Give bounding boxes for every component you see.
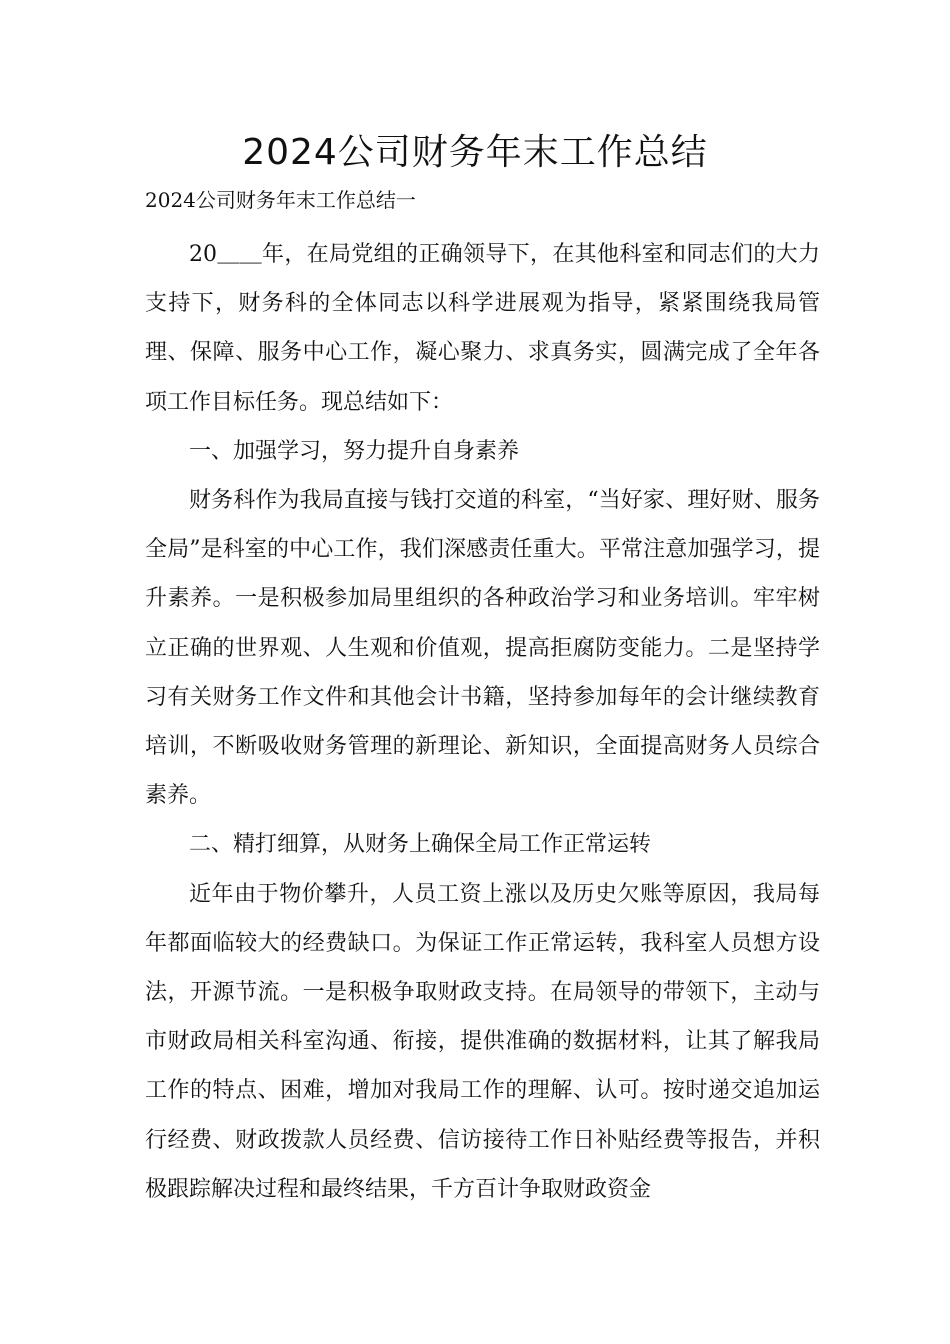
section-2-paragraph: 近年由于物价攀升，人员工资上涨以及历史欠账等原因，我局每年都面临较大的经费缺口。为保证工作正常运转，我科室人员想方设法，开源节流。一是积极争取财政支持。在局领导的带领下，主动与市财政局相关科室沟通、衔接，提供准确的数据材料，让其了解我局工作的特点、困难，增加对我局工作的理解、认可。按时递交追加运行经费、财政拨款人员经费、信访接待工作日补贴经费等报告，并积极跟踪解决过程和最终结果，千方百计争取财政资金 — [145, 881, 820, 1202]
section-heading-1: 一、加强学习，努力提升自身素养 — [189, 438, 520, 464]
section-heading-2: 二、精打细算，从财务上确保全局工作正常运转 — [189, 832, 652, 858]
document-body — [145, 230, 820, 1214]
document-subtitle: 2024公司财务年末工作总结一 — [145, 188, 416, 212]
section-1-paragraph: 财务科作为我局直接与钱打交道的科室，“当好家、理好财、服务全局”是科室的中心工作，我们深感责任重大。平常注意加强学习，提升素养。一是积极参加局里组织的各种政治学习和业务培训。牢牢树立正确的世界观、人生观和价值观，提高拒腐防变能力。二是坚持学习有关财务工作文件和其他会计书籍，坚持参加每年的会计继续教育培训，不断吸收财务管理的新理论、新知识，全面提高财务人员综合素养。 — [145, 488, 820, 809]
document-title: 2024公司财务年末工作总结 — [242, 132, 708, 173]
intro-paragraph: 20＿＿年，在局党组的正确领导下，在其他科室和同志们的大力支持下，财务科的全体同志以科学进展观为指导，紧紧围绕我局管理、保障、服务中心工作，凝心聚力、求真务实，圆满完成了全年各项工作目标任务。现总结如下： — [145, 242, 820, 415]
